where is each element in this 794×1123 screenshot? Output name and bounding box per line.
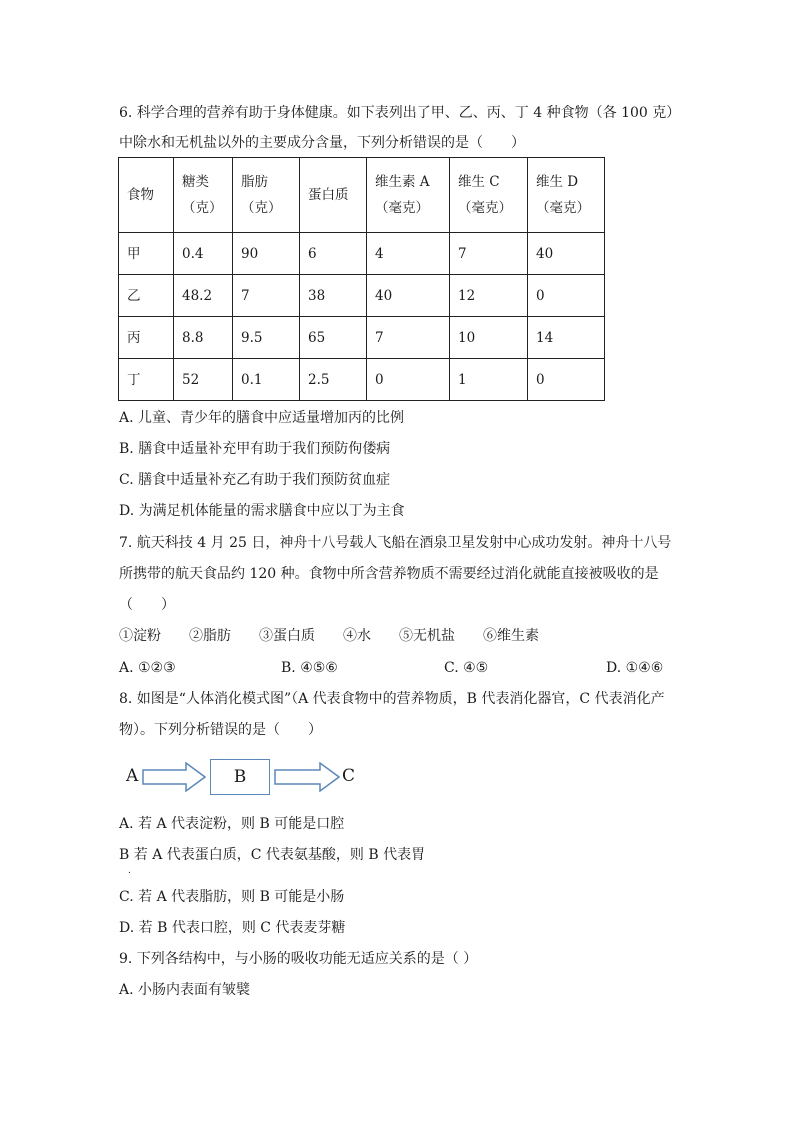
table-cell: 丁 [119, 359, 174, 401]
q8-stem-line1: 8. 如图是“人体消化模式图”（A 代表食物中的营养物质，B 代表消化器官，C 代表消化产 [119, 691, 665, 707]
q6-option-c: C. 膳食中适量补充乙有助于我们预防贫血症 [119, 472, 391, 488]
arrow-right-icon [142, 762, 206, 792]
q7-stem-line3: （ ） [119, 597, 175, 613]
table-cell: 6 [300, 233, 367, 275]
header-cell: 蛋白质 [300, 158, 367, 233]
table-cell: 14 [528, 317, 605, 359]
table-cell: 38 [300, 275, 367, 317]
q8-option-a: A. 若 A 代表淀粉，则 B 可能是口腔 [119, 816, 345, 832]
digestion-diagram [122, 756, 362, 800]
table-cell: 0.1 [233, 359, 300, 401]
table-cell: 甲 [119, 233, 174, 275]
arrow-right-icon [274, 762, 340, 792]
header-cell: 食物 [119, 158, 174, 233]
diagram-label-a: A [126, 766, 139, 786]
q6-option-a: A. 儿童、青少年的膳食中应适量增加丙的比例 [119, 410, 405, 426]
q7-option-a: A. ①②③ [119, 660, 176, 676]
header-cell: 脂肪 （克） [233, 158, 300, 233]
table-cell: 10 [450, 317, 528, 359]
table-cell: 乙 [119, 275, 174, 317]
table-row [119, 275, 605, 317]
q9-stem-line1: 9. 下列各结构中，与小肠的吸收功能无适应关系的是（ ） [119, 951, 478, 967]
q6-option-b: B. 膳食中适量补充甲有助于我们预防佝偻病 [119, 441, 391, 457]
table-cell: 0 [528, 359, 605, 401]
table-cell: 9.5 [233, 317, 300, 359]
table-cell: 7 [233, 275, 300, 317]
table-cell: 48.2 [174, 275, 233, 317]
q7-option-c: C. ④⑤ [444, 660, 489, 676]
table-cell: 90 [233, 233, 300, 275]
diagram-label-b: B [233, 767, 247, 787]
table-cell: 0 [367, 359, 450, 401]
stray-dot: . [128, 866, 131, 876]
table-cell: 1 [450, 359, 528, 401]
table-header-row [119, 158, 605, 233]
q6-option-d: D. 为满足机体能量的需求膳食中应以丁为主食 [119, 503, 405, 519]
q8-option-c: C. 若 A 代表脂肪，则 B 可能是小肠 [119, 889, 345, 905]
q7-option-d: D. ①④⑥ [606, 660, 664, 676]
q6-stem-line1: 6. 科学合理的营养有助于身体健康。如下表列出了甲、乙、丙、丁 4 种食物（各 100 克） [119, 105, 681, 121]
header-cell: 糖类 （克） [174, 158, 233, 233]
table-cell: 4 [367, 233, 450, 275]
table-row [119, 359, 605, 401]
header-cell: 维生素 A （毫克） [367, 158, 450, 233]
q8-option-d: D. 若 B 代表口腔，则 C 代表麦芽糖 [119, 920, 346, 936]
table-cell: 52 [174, 359, 233, 401]
table-cell: 12 [450, 275, 528, 317]
table-cell: 65 [300, 317, 367, 359]
q6-stem-line2: 中除水和无机盐以外的主要成分含量，下列分析错误的是（ ） [119, 135, 525, 151]
table-cell: 0 [528, 275, 605, 317]
q7-option-b: B. ④⑤⑥ [281, 660, 338, 676]
q8-stem-line2: 物）。下列分析错误的是（ ） [119, 722, 322, 738]
table-row [119, 317, 605, 359]
q7-items: ①淀粉 ②脂肪 ③蛋白质 ④水 ⑤无机盐 ⑥维生素 [119, 628, 539, 644]
table-cell: 8.8 [174, 317, 233, 359]
header-cell: 维生 C （毫克） [450, 158, 528, 233]
table-cell: 2.5 [300, 359, 367, 401]
header-cell: 维生 D （毫克） [528, 158, 605, 233]
q8-option-b: B 若 A 代表蛋白质，C 代表氨基酸，则 B 代表胃 [119, 847, 426, 863]
diagram-box-b [210, 759, 270, 795]
table-cell: 0.4 [174, 233, 233, 275]
q7-stem-line1: 7. 航天科技 4 月 25 日，神舟十八号载人飞船在酒泉卫星发射中心成功发射。神舟十八号 [119, 535, 672, 551]
diagram-label-c: C [342, 766, 356, 786]
table-row [119, 233, 605, 275]
table-cell: 40 [528, 233, 605, 275]
table-cell: 7 [450, 233, 528, 275]
q9-option-a: A. 小肠内表面有皱襞 [119, 982, 251, 998]
nutrition-table [118, 157, 605, 401]
q7-stem-line2: 所携带的航天食品约 120 种。食物中所含营养物质不需要经过消化就能直接被吸收的是 [119, 566, 659, 582]
table-cell: 丙 [119, 317, 174, 359]
table-cell: 40 [367, 275, 450, 317]
table-cell: 7 [367, 317, 450, 359]
